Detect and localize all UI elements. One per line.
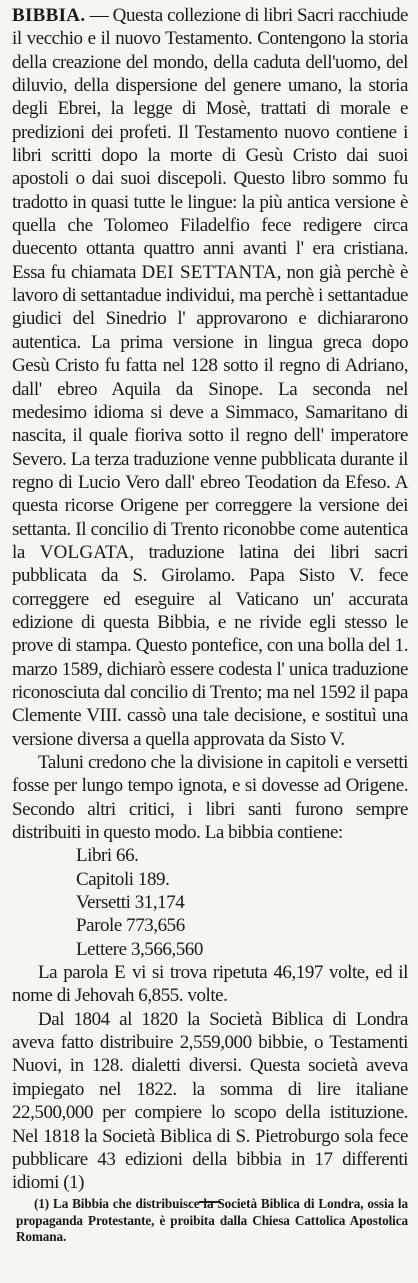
- word-count-part-b: vi si trova ripetuta 46,197 volte, ed il nome di Jehovah 6,855. volte.: [12, 962, 408, 1007]
- stat-libri: Libri 66.: [76, 845, 139, 867]
- stat-parole: Parole 773,656: [76, 915, 185, 937]
- paragraph-intro-part-b: , non già perchè è lavoro di settantadue individui, ma perchè i settantadue giudici del Sinedrio l' approvarono e dichiararono autentica. La prima versione in lingua greca dopo Gesù Cristo fu fatta nel 128 sotto il regno di Adriano, dall' ebreo Aquila da Sinope. La seconda nel medesimo idioma si deve a Simmaco, Samaritano di nascita, il quale fioriva sotto il regno dell' imperatore Severo. La terza traduzione venne pubblicata durante il regno di Lucio Vero dall' ebreo Teodation da Efeso. A questa ricorse Origene per correggere la versione dei settanta. Il concilio di Trento riconobbe come autentica la: [12, 261, 408, 563]
- bible-stats-list: [76, 844, 408, 961]
- stat-lettere: Lettere 3,566,560: [76, 938, 203, 960]
- term-volgata: VOLGATA: [39, 541, 130, 563]
- article-body: [12, 4, 408, 1203]
- letter-e: E: [114, 962, 126, 984]
- paragraph-intro-part-a: — Questa collezione di libri Sacri racchiude il vecchio e il nuovo Testamento. Contengono la storia della creazione del mondo, della caduta dell'uomo, del diluvio, della dispersione del genere umano, la storia degli Ebrei, la legge di Mosè, trattati di morale e predizioni dei profeti. Il Testamento nuovo contiene i libri scritti dopo la morte di Gesù Cristo dai suoi apostoli o dai suoi discepoli. Questo libro sommo fu tradotto in quasi tutte le lingue: la più antica versione è quella che Tolomeo Filadelfio fece redigere circa duecento ottanta quattro anni avanti l' era cristiana. Essa fu chiamata: [12, 5, 408, 283]
- paragraph-intro: [12, 4, 408, 751]
- headword: BIBBIA.: [12, 5, 86, 26]
- paragraph-intro-part-c: , traduzione latina dei libri sacri pubblicata da S. Girolamo. Papa Sisto V. fece correggere ed eseguire al Vaticano un' accurata edizione di questa Bibbia, e ne rivide egli stesso le prove di stampa. Questo pontefice, con una bolla del 1. marzo 1589, dichiarò essere codesta l' unica traduzione riconosciuta dal concilio di Trento; ma nel 1592 il papa Clemente VIII. cassò una tale decisione, e sostituì una versione diversa a quella approvata da Sisto V.: [12, 541, 408, 750]
- paragraph-word-count: [12, 961, 408, 1008]
- paragraph-bible-society: Dal 1804 al 1820 la Società Biblica di Londra aveva fatto distribuire 2,559,000 bibbie, o Testamenti Nuovi, in 128. dialetti diversi. Questa società aveva impiegato nel 1822. la somma di lire italiane 22,500,000 per compiere lo scopo della istituzione. Nel 1818 la Società Biblica di S. Pietroburgo sola fece pubblicare 43 edizioni della bibbia in 17 differenti idiomi (1): [12, 1008, 408, 1194]
- word-count-part-a: La parola: [38, 962, 109, 984]
- term-settanta: DEI SETTANTA: [141, 261, 277, 283]
- stat-capitoli: Capitoli 189.: [76, 868, 170, 890]
- footnote: (1) La Bibbia che distribuisce la Società Biblica di Londra, ossia la propaganda Protestante, è proibita dalla Chiesa Cattolica Apostolica Romana.: [16, 1196, 408, 1244]
- paragraph-division: Taluni credono che la divisione in capitoli e versetti fosse per lungo tempo ignota, e si dovesse ad Origene. Secondo altri critici, i libri santi furono sempre distribuiti in questo modo. La bibbia contiene:: [12, 752, 408, 844]
- stat-versetti: Versetti 31,174: [76, 892, 185, 914]
